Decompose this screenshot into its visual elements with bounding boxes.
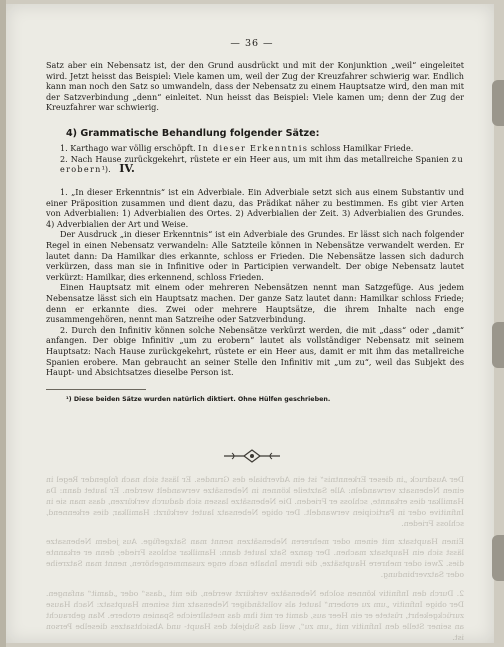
paragraph-text: Satz aber ein Nebensatz ist, der den Grund ausdrückt und mit der Konjunktion „weil“ eingeleitet wird. Jetzt heisst das Beispiel: Viele kamen um, weil der Zug der Kreuzfahrer schwierig war. Endlich kann man noch den Satz so umwandeln, dass der Nebensatz zu einem Hauptsatze wird, den man mit der Satzverbindung „denn“ einleitet. Nun heisst das Beispiel: Viele kamen um; denn der Zug der Kreuzfahrer war schwierig. (46, 60, 464, 113)
paragraph-1 (46, 60, 464, 113)
sentence-text: 2. Nach Hause zurückgekehrt, rüstete er ein Heer aus, um mit ihm das metallreiche Spanien (60, 153, 449, 164)
footnote: ¹) Diese beiden Sätze wurden natürlich diktiert. Ohne Hülfen geschrieben. (66, 396, 331, 403)
paragraph-3: Der Ausdruck „in dieser Erkenntnis“ ist ein Adverbiale des Grundes. Er lässt sich nach folgender Regel in einen Nebensatz verwandeln: Alle Satzteile können in Nebensätze verwandelt werden. Er lautet dann: Da Hamilkar dies erkannte, schloss er Frieden. Die Nebensätze lassen sich dadurch verkürzen, dass man sie in Infinitive oder in Participien verwandelt. Der obige Nebensatz lautet verkürzt: Hamilkar, dies erkennend, schloss Frieden. (46, 229, 464, 282)
sentence-text: 1. Karthago war völlig erschöpft. (60, 143, 196, 153)
paragraph-4: Einen Hauptsatz mit einem oder mehreren Nebensätzen nennt man Satzgefüge. Aus jedem Nebensatze lässt sich ein Hauptsatz machen. Der ganze Satz lautet dann: Hamilkar schloss Friede; denn er erkannte dies. Zwei oder mehrere Hauptsätze, die ihrem Inhalte nach enge zusammengehören, nennt man Satzreihe oder Satzverbindung. (46, 282, 464, 325)
page-edge-tab (492, 535, 504, 581)
sentence-text: schloss Hamilkar Friede. (310, 143, 414, 153)
footnote-divider (46, 389, 146, 390)
sentence-item-1 (46, 143, 464, 154)
page-edge-tab (492, 322, 504, 368)
paragraph-5: 2. Durch den Infinitiv können solche Nebensätze verkürzt werden, die mit „dass“ oder „damit“ anfangen. Der obige Infinitiv „um zu erobern“ lautet als vollständiger Nebensatz mit seinem Hauptsatz: Nach Hause zurückgekehrt, rüstete er ein Heer aus, damit er mit ihm das metallreiche Spanien erobere. Man gebraucht an seiner Stelle den Infinitiv mit „um zu“, weil das Subjekt des Haupt- und Absichtsatzes dieselbe Person ist. (46, 324, 464, 378)
section-heading: 4) Grammatische Behandlung folgender Sätze: (66, 128, 320, 139)
spaced-emphasis: zu erobern (60, 153, 464, 175)
paragraph-2: 1. „In dieser Erkenntnis“ ist ein Adverbiale. Ein Adverbiale setzt sich aus einem Substantiv und einer Präposition zusammen und dient dazu, das Prädikat näher zu bestimmen. Es gibt vier Arten von Adverbialien: 1) Adverbialien des Ortes. 2) Adverbialien der Zeit. 3) Adverbialien des Grundes. 4) Adverbialien der Art und Weise. (46, 187, 464, 229)
roman-section-number: IV. (119, 162, 135, 176)
page-edge-tab (492, 80, 504, 126)
spaced-emphasis: In dieser Erkenntnis (198, 143, 309, 153)
show-through-text: Der Ausdruck „in dieser Erkenntnis“ ist ein Adverbiale des Grundes. Er lässt sich nach folgender Regel in einen Nebensatz verwandeln: Alle Satzteile können in Nebensätze verwandelt werden. Er lautet dann: Da Hamilkar dies erkannte, schloss er Frieden. Die Nebensätze lassen sich dadurch verkürzen, dass man sie in Infinitive oder in Participien verwandelt. Der obige Nebensatz lautet verkürzt: Hamilkar, dies erkennend, schloss Frieden. Einen Hauptsatz mit einem oder mehreren Nebensätzen nennt man Satzgefüge. Aus jedem Nebensatze lässt sich ein Hauptsatz machen. Der ganze Satz lautet dann: Hamilkar schloss Friede; denn er erkannte dies. Zwei oder mehrere Hauptsätze, die ihrem Inhalte nach enge zusammengehören, nennt man Satzreihe oder Satzverbindung. 2. Durch den Infinitiv können solche Nebensätze verkürzt werden, die mit „dass“ oder „damit“ anfangen. Der obige Infinitiv „um zu erobern“ lautet als vollständiger Nebensatz mit seinem Hauptsatz: Nach Hause zurückgekehrt, rüstete er ein Heer aus, damit er mit ihm das metallreiche Spanien erobere. Man gebraucht an seiner Stelle den Infinitiv mit „um zu“, weil das Subjekt des Haupt- und Absichtsatzes dieselbe Person ist. (46, 474, 464, 642)
footnote-marker: ¹). (101, 164, 111, 175)
page-number: — 36 — (230, 38, 274, 49)
sentence-list (46, 143, 464, 175)
body-text (46, 187, 464, 378)
sentence-item-2 (46, 154, 464, 175)
ornament-divider (222, 448, 282, 467)
